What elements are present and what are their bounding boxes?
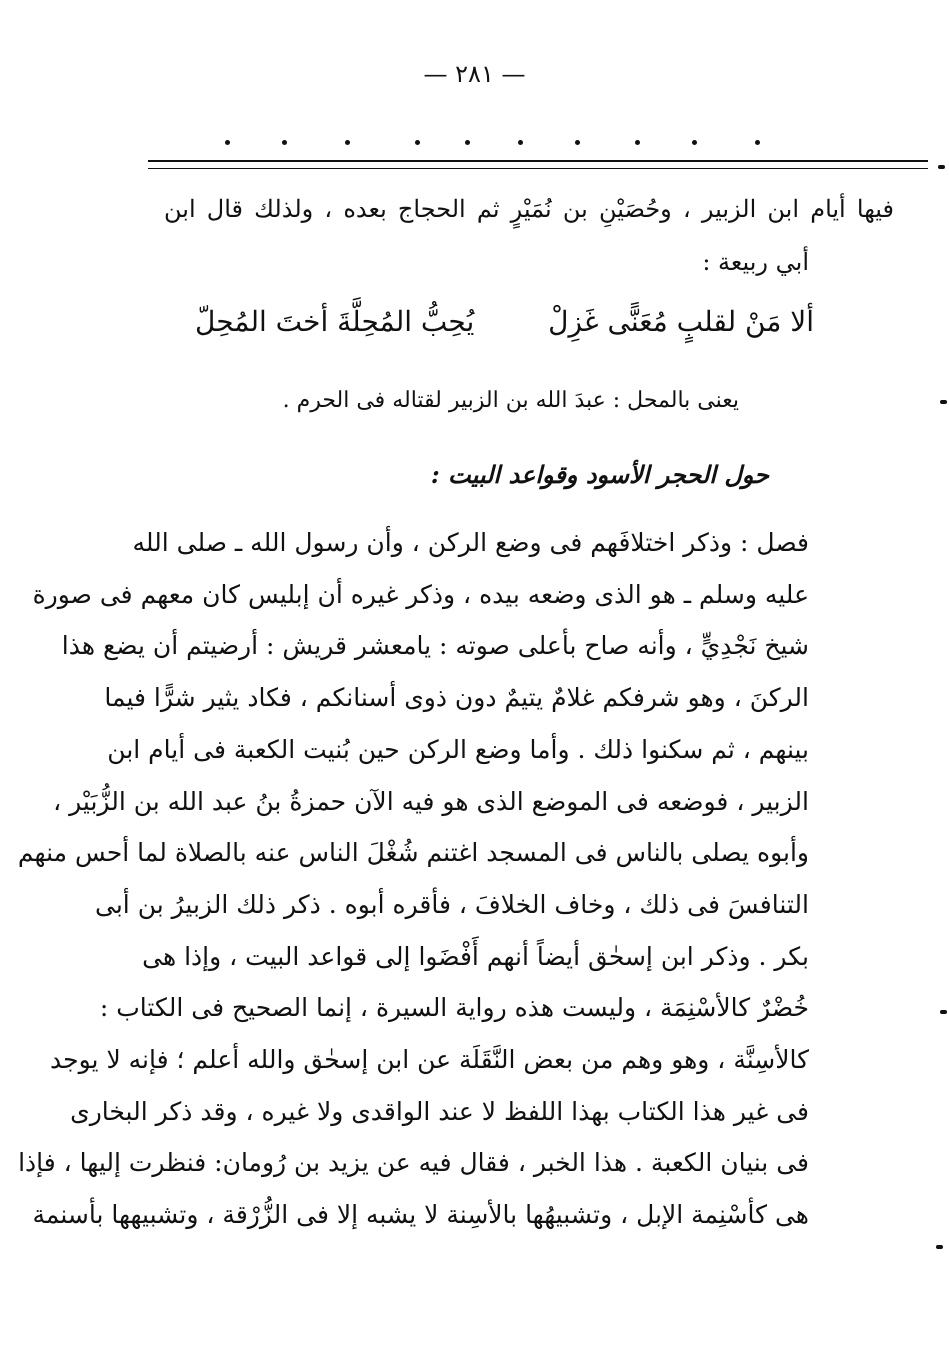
dot — [345, 140, 350, 145]
dot — [225, 140, 230, 145]
margin-mark — [938, 165, 945, 169]
dot — [415, 140, 420, 145]
header-rule-thin — [148, 168, 928, 169]
page-number: — ٢٨١ — — [423, 60, 526, 88]
body-line: الزبير ، فوضعه فى الموضع الذى هو فيه الآن حمزةُ بنُ عبد الله بن الزُّبَيْر ، — [53, 786, 809, 816]
intro-line — [702, 248, 809, 276]
verse-note: يعنى بالمحل : عبدَ الله بن الزبير لقتاله فى الحرم . — [282, 388, 739, 413]
ornamental-dots — [200, 122, 780, 162]
body-line: هى كأسْنِمة الإبل ، وتشبيهُها بالأسِنة لا يشبه إلا فى الزُّرْقة ، وتشبيهها بأسنمة — [32, 1200, 809, 1230]
body-line: عليه وسلم ـ هو الذى وضعه بيده ، وذكر غيره أن إبليس كان معهم فى صورة — [32, 579, 809, 609]
dot — [692, 140, 697, 145]
body-line: وأبوه يصلى بالناس فى المسجد اغتنم شُغْلَ الناس عنه بالصلاة لما أحس منهم — [17, 838, 809, 868]
margin-mark — [936, 1245, 943, 1249]
dot — [518, 140, 523, 145]
body-line: بينهم ، ثم سكنوا ذلك . وأما وضع الركن حين بُنيت الكعبة فى أيام ابن — [107, 734, 809, 764]
intro-line-text: أبي ربيعة : — [702, 248, 809, 276]
body-line: شيخ نَجْدِيٍّ ، وأنه صاح بأعلى صوته : يامعشر قريش : أرضيتم أن يضع هذا — [61, 631, 809, 661]
body-line: بكر . وذكر ابن إسحٰق أيضاً أنهم أَفْضَوا إلى قواعد البيت ، وإذا هى — [142, 941, 809, 971]
body-line: فى بنيان الكعبة . هذا الخبر ، فقال فيه عن يزيد بن رُومان: فنظرت إليها ، فإذا — [18, 1148, 809, 1178]
margin-mark — [940, 400, 947, 404]
dot — [282, 140, 287, 145]
dot — [575, 140, 580, 145]
section-heading: حول الحجر الأسود وقواعد البيت : — [430, 460, 769, 489]
verse-hemistich-right: ألا مَنْ لقلبٍ مُعَنًّى غَزِلْ — [548, 305, 814, 338]
body-line: خُضْرٌ كالأسْنِمَة ، وليست هذه رواية السيرة ، إنما الصحيح فى الكتاب : — [99, 993, 809, 1023]
body-line: التنافسَ فى ذلك ، وخاف الخلافَ ، فأقره أبوه . ذكر ذلك الزبيرُ بن أبى — [95, 889, 809, 919]
body-line: كالأسِنَّة ، وهو وهم من بعض النَّقَلَة عن ابن إسحٰق والله أعلم ؛ فإنه لا يوجد — [50, 1045, 809, 1074]
intro-line: فيها أيام ابن الزبير ، وحُصَيْنِ بن نُمَيْرٍ ثم الحجاج بعده ، ولذلك قال ابن — [164, 195, 894, 223]
header-rule-thick — [148, 160, 928, 162]
dot — [465, 140, 470, 145]
margin-mark — [940, 1010, 947, 1014]
dot — [635, 140, 640, 145]
body-line: فصل : وذكر اختلافَهم فى وضع الركن ، وأن رسول الله ـ صلى الله — [132, 528, 809, 557]
dot — [755, 140, 760, 145]
verse-hemistich-left: يُحِبُّ المُحِلَّةَ أختَ المُحِلّ — [195, 305, 475, 338]
body-line: فى غير هذا الكتاب بهذا اللفظ لا عند الواقدى ولا غيره ، وقد ذكر البخارى — [70, 1096, 809, 1126]
body-line: الركنَ ، وهو شرفكم غلامٌ يتيمٌ دون ذوى أسنانكم ، فكاد يثير شرًّا فيما — [104, 683, 809, 713]
